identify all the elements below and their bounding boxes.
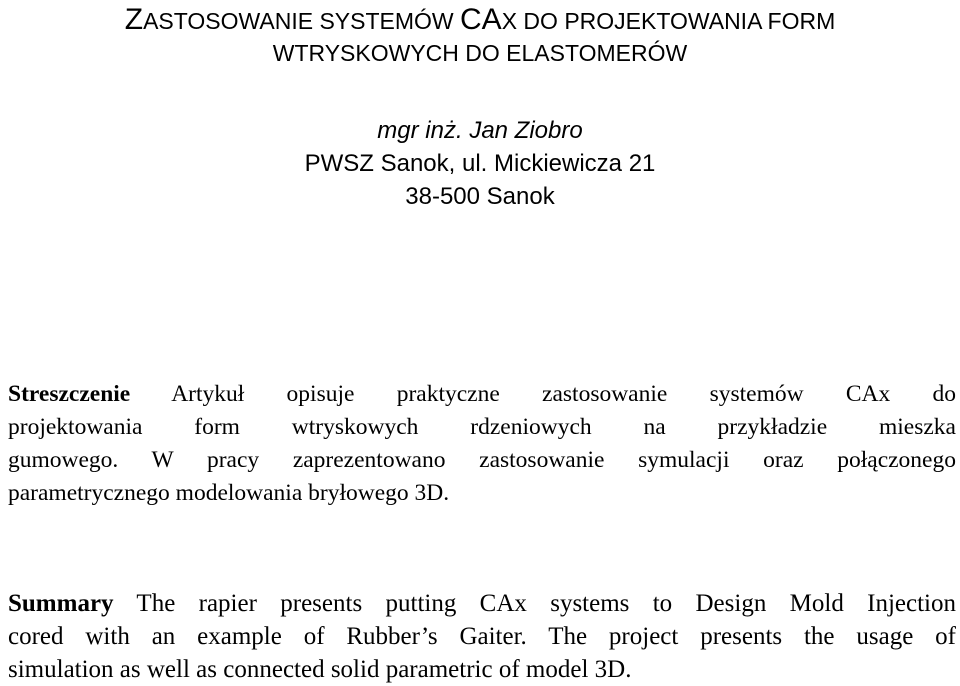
- title-line-2: WTRYSKOWYCH DO ELASTOMERÓW: [272, 40, 688, 66]
- streszczenie-label: Streszczenie: [8, 381, 131, 407]
- author-block: [0, 114, 960, 213]
- summary-line-2: cored with an example of Rubber’s Gaiter. The project presents the usage of: [8, 623, 956, 650]
- title-line-1: [0, 4, 960, 37]
- streszczenie-line-1: [8, 378, 956, 411]
- author-name: mgr inż. Jan Ziobro: [377, 117, 583, 144]
- title-line-1-text-a: ASTOSOWANIE SYSTEMÓW: [143, 8, 461, 34]
- summary-line-1: [8, 587, 956, 620]
- streszczenie-paragraph: [8, 378, 956, 510]
- title-initial-ca: CA: [460, 3, 502, 36]
- author-postal: 38-500 Sanok: [405, 183, 555, 210]
- title-initial-z: Z: [124, 3, 144, 36]
- streszczenie-line-2: projektowania form wtryskowych rdzeniowych na przykładzie mieszka: [8, 414, 956, 440]
- summary-text-1: The rapier presents putting CAx systems to Design Mold Injection: [113, 590, 956, 617]
- paper-title: [0, 4, 960, 69]
- summary-label: Summary: [8, 590, 114, 617]
- streszczenie-text-1: Artykuł opisuje praktyczne zastosowanie systemów CAx do: [130, 381, 956, 407]
- summary-line-3: simulation as well as connected solid parametric of model 3D.: [8, 656, 632, 683]
- title-line-1-text-b: X DO PROJEKTOWANIA FORM: [501, 8, 836, 34]
- streszczenie-line-4: parametrycznego modelowania bryłowego 3D.: [8, 480, 450, 506]
- streszczenie-line-3: gumowego. W pracy zaprezentowano zastosowanie symulacji oraz połączonego: [8, 447, 956, 473]
- summary-paragraph: [8, 587, 956, 686]
- author-affiliation: PWSZ Sanok, ul. Mickiewicza 21: [304, 150, 656, 177]
